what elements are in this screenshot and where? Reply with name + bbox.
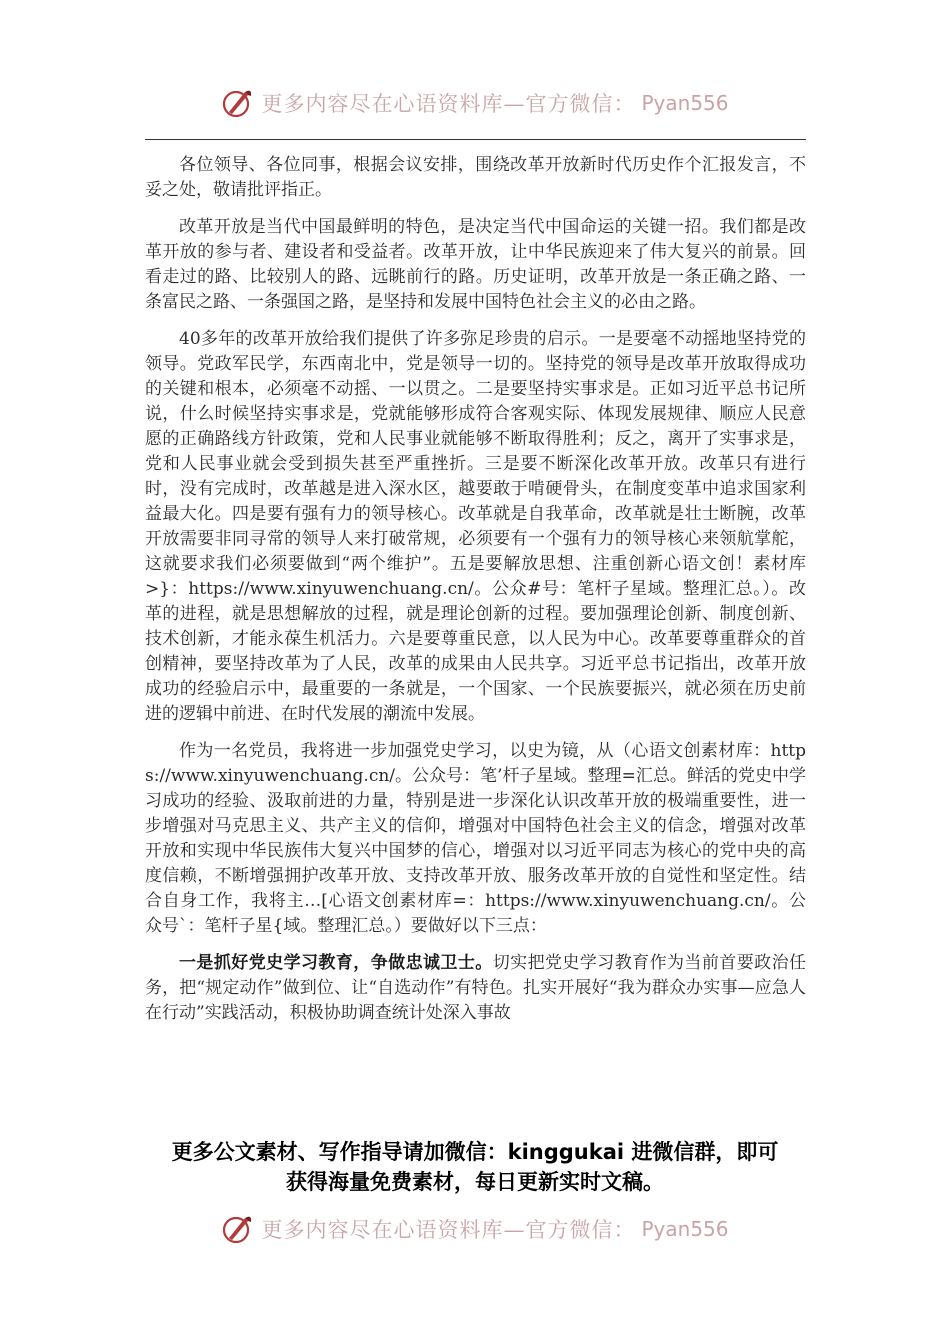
footer-banner-wechat-id: Pyan556 <box>641 1217 729 1241</box>
footer-banner <box>0 1212 950 1246</box>
header-banner-text: 更多内容尽在心语资料库—官方微信： <box>261 92 636 116</box>
header-banner <box>0 86 950 120</box>
promo-line-1: 更多公文素材、写作指导请加微信：kinggukai 进微信群，即可 <box>171 1140 779 1164</box>
paragraph-3: 40多年的改革开放给我们提供了许多弥足珍贵的启示。一是要毫不动摇地坚持党的领导。党政军民学，东西南北中，党是领导一切的。坚持党的领导是改革开放取得成功的关键和根本，必须毫不动摇、一以贯之。二是要坚持实事求是。正如习近平总书记所说，什么时候坚持实事求是，党就能够形成符合客观实际、体现发展规律、顺应人民意愿的正确路线方针政策，党和人民事业就能够不断取得胜利；反之，离开了实事求是，党和人民事业就会受到损失甚至严重挫折。三是要不断深化改革开放。改革只有进行时，没有完成时，改革越是进入深水区，越要敢于啃硬骨头，在制度变革中追求国家利益最大化。四是要有强有力的领导核心。改革就是自我革命，改革就是壮士断腕，改革开放需要非同寻常的领导人来打破常规，必须要有一个强有力的领导核心来领航掌舵，这就要求我们必须要做到“两个维护”。五是要解放思想、注重创新心语文创！素材库>}：https://www.xinyuwenchuang.cn/。公众#号：笔杆子星域。整理汇总。）。改革的进程，就是思想解放的过程，就是理论创新的过程。要加强理论创新、制度创新、技术创新，才能永葆生机活力。六是要尊重民意，以人民为中心。改革要尊重群众的首创精神，要坚持改革为了人民，改革的成果由人民共享。习近平总书记指出，改革开放成功的经验启示中，最重要的一条就是，一个国家、一个民族要振兴，就必须在历史前进的逻辑中前进、在时代发展的潮流中发展。 <box>145 329 806 724</box>
paragraph-5-text: 切实把党史学习教育作为当前首要政治任务，把“规定动作”做到位、让“自选动作”有特色。扎实开展好“我为群众办实事—应急人在行动”实践活动，积极协助调查统计处深入事故 <box>145 953 807 1023</box>
document-body <box>145 153 806 1038</box>
quill-logo-icon <box>221 86 255 120</box>
header-divider <box>145 139 806 140</box>
footer-banner-text: 更多内容尽在心语资料库—官方微信： <box>261 1218 636 1242</box>
paragraph-5-heading: 一是抓好党史学习教育，争做忠诚卫士。 <box>179 953 493 973</box>
paragraph-4: 作为一名党员，我将进一步加强党史学习，以史为镜，从（心语文创素材库：https://www.xinyuwenchuang.cn/。公众号：笔’杆子星域。整理=汇总。鲜活的党史中学习成功的经验、汲取前进的力量，特别是进一步深化认识改革开放的极端重要性，进一步增强对马克思主义、共产主义的信仰，增强对中国特色社会主义的信念，增强对改革开放和实现中华民族伟大复兴中国梦的信心，增强对以习近平同志为核心的党中央的高度信赖，不断增强拥护改革开放、支持改革开放、服务改革开放的自觉性和坚定性。结合自身工作，我将主…[心语文创素材库=：https://www.xinyuwenchuang.cn/。公众号`：笔杆子星{域。整理汇总。）要做好以下三点： <box>145 741 806 936</box>
header-banner-wechat-id: Pyan556 <box>641 91 729 115</box>
quill-logo-icon <box>221 1212 255 1246</box>
promo-notice <box>140 1137 810 1197</box>
paragraph-5 <box>145 951 806 1026</box>
paragraph-2: 改革开放是当代中国最鲜明的特色，是决定当代中国命运的关键一招。我们都是改革开放的参与者、建设者和受益者。改革开放，让中华民族迎来了伟大复兴的前景。回看走过的路、比较别人的路、远眺前行的路。历史证明，改革开放是一条正确之路、一条富民之路、一条强国之路，是坚持和发展中国特色社会主义的必由之路。 <box>145 217 806 312</box>
promo-line-2: 获得海量免费素材，每日更新实时文稿。 <box>286 1170 664 1194</box>
paragraph-1: 各位领导、各位同事，根据会议安排，围绕改革开放新时代历史作个汇报发言，不妥之处，敬请批评指正。 <box>145 155 806 200</box>
